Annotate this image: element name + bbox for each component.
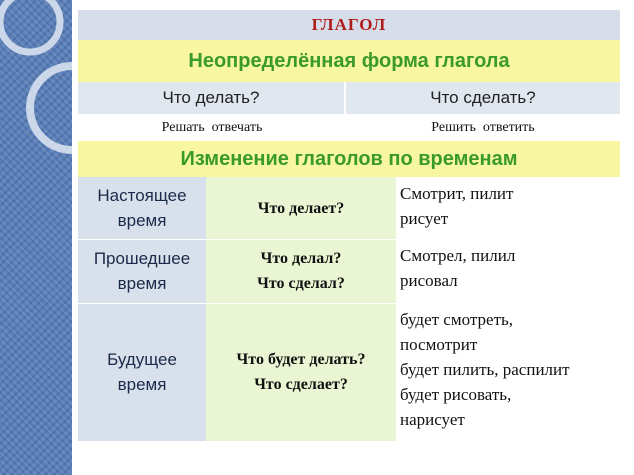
- example-perfective: Решить ответить: [431, 119, 535, 135]
- tense-question: Что делает?: [206, 177, 396, 239]
- tenses-heading: Изменение глаголов по временам: [78, 141, 620, 177]
- tense-answers: Смотрел, пилил рисовал: [396, 239, 620, 303]
- infinitive-examples-row: [78, 114, 620, 141]
- tense-question: Что делал? Что сделал?: [206, 239, 396, 303]
- tense-label: Будущее время: [78, 303, 206, 441]
- table-title: ГЛАГОЛ: [78, 10, 620, 40]
- tense-row-past: [78, 239, 620, 303]
- row-divider: [78, 303, 620, 304]
- infinitive-questions-row: [78, 82, 620, 114]
- decorative-circles-icon: [0, 0, 72, 475]
- question-imperfective: Что делать?: [78, 82, 346, 114]
- row-divider: [78, 239, 620, 240]
- tense-question: Что будет делать? Что сделает?: [206, 303, 396, 441]
- tense-label: Настоящее время: [78, 177, 206, 239]
- infinitive-heading: Неопределённая форма глагола: [78, 40, 620, 82]
- tense-row-present: [78, 177, 620, 239]
- tense-answers: Смотрит, пилит рисует: [396, 177, 620, 239]
- decorative-sidebar: [0, 0, 72, 475]
- example-imperfective: Решать отвечать: [161, 119, 263, 135]
- tense-row-future: [78, 303, 620, 441]
- tense-label: Прошедшее время: [78, 239, 206, 303]
- tense-answers: будет смотреть, посмотрит будет пилить, распилит будет рисовать, нарисует: [396, 303, 620, 441]
- question-perfective: Что сделать?: [430, 88, 536, 107]
